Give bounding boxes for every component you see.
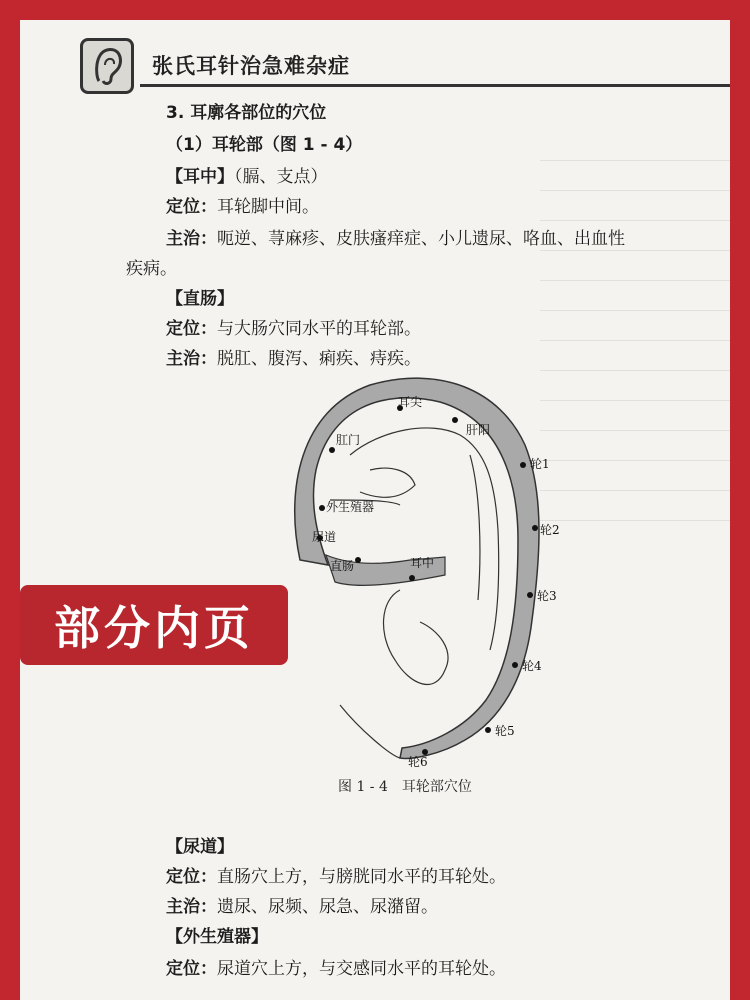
label-ganyang: 肝阳 <box>466 423 491 437</box>
point-gangmen-dot <box>329 447 335 453</box>
indication-label: 主治： <box>166 229 217 249</box>
entry-waishengzhiqi-location <box>166 954 506 979</box>
location-text: 耳轮脚中间。 <box>217 197 319 217</box>
point-lun2-dot <box>532 525 538 531</box>
indication-text: 脱肛、腹泻、痢疾、痔疾。 <box>217 349 421 369</box>
location-label: 定位： <box>166 867 217 887</box>
entry-zhichang-location <box>166 314 421 339</box>
label-lun3: 轮3 <box>537 589 557 603</box>
label-lun1: 轮1 <box>530 457 550 471</box>
header-rule <box>140 84 730 87</box>
location-label: 定位： <box>166 319 217 339</box>
ear-helix-figure <box>260 360 560 774</box>
label-lun6: 轮6 <box>408 755 428 769</box>
point-zhichang-dot <box>355 557 361 563</box>
location-text: 直肠穴上方，与膀胱同水平的耳轮处。 <box>217 867 506 887</box>
entry-erzhong-title <box>166 162 328 187</box>
point-erzhong-dot <box>409 575 415 581</box>
location-label: 定位： <box>166 197 217 217</box>
label-lun4: 轮4 <box>522 659 542 673</box>
indication-label: 主治： <box>166 349 217 369</box>
label-waishengzhiqi: 外生殖器 <box>326 500 375 514</box>
entry-name: 【耳中】 <box>166 167 234 187</box>
ear-logo-icon <box>80 38 134 94</box>
entry-zhichang-title: 【直肠】 <box>166 289 234 309</box>
entry-waishengzhiqi-title: 【外生殖器】 <box>166 927 268 947</box>
book-title: 张氏耳针治急难杂症 <box>152 54 350 78</box>
location-text: 尿道穴上方，与交感同水平的耳轮处。 <box>217 959 506 979</box>
entry-niaodao-indication <box>166 892 438 917</box>
indication-text: 遗尿、尿频、尿急、尿潴留。 <box>217 897 438 917</box>
label-erjian: 耳尖 <box>398 395 423 409</box>
figure-caption: 图 1 - 4 耳轮部穴位 <box>338 779 472 795</box>
background-show-through <box>540 160 730 540</box>
page-header <box>80 38 720 98</box>
entry-erzhong-location <box>166 192 319 217</box>
label-niaodao: 尿道 <box>312 530 337 544</box>
entry-niaodao-title: 【尿道】 <box>166 837 234 857</box>
entry-niaodao-location <box>166 862 506 887</box>
indication-label: 主治： <box>166 897 217 917</box>
entry-aliases: （膈、支点） <box>234 167 328 187</box>
sample-pages-badge: 部分内页 <box>20 585 288 665</box>
point-lun1-dot <box>520 462 526 468</box>
label-gangmen: 肛门 <box>336 433 361 447</box>
section-heading: 3. 耳廓各部位的穴位 <box>166 103 327 123</box>
point-ganyang-dot <box>452 417 458 423</box>
label-zhichang: 直肠 <box>330 559 355 573</box>
label-lun2: 轮2 <box>540 523 560 537</box>
point-lun5-dot <box>485 727 491 733</box>
location-text: 与大肠穴同水平的耳轮部。 <box>217 319 421 339</box>
subsection-heading: （1）耳轮部（图 1 - 4） <box>166 135 363 155</box>
entry-erzhong-indication-cont: 疾病。 <box>126 259 177 279</box>
location-label: 定位： <box>166 959 217 979</box>
point-lun4-dot <box>512 662 518 668</box>
entry-erzhong-indication <box>166 224 625 249</box>
label-lun5: 轮5 <box>495 724 515 738</box>
label-erzhong: 耳中 <box>410 556 435 570</box>
point-waishengzhiqi-dot <box>319 505 325 511</box>
indication-text: 呃逆、荨麻疹、皮肤瘙痒症、小儿遗尿、咯血、出血性 <box>217 229 625 249</box>
book-page <box>20 20 730 1000</box>
point-lun3-dot <box>527 592 533 598</box>
